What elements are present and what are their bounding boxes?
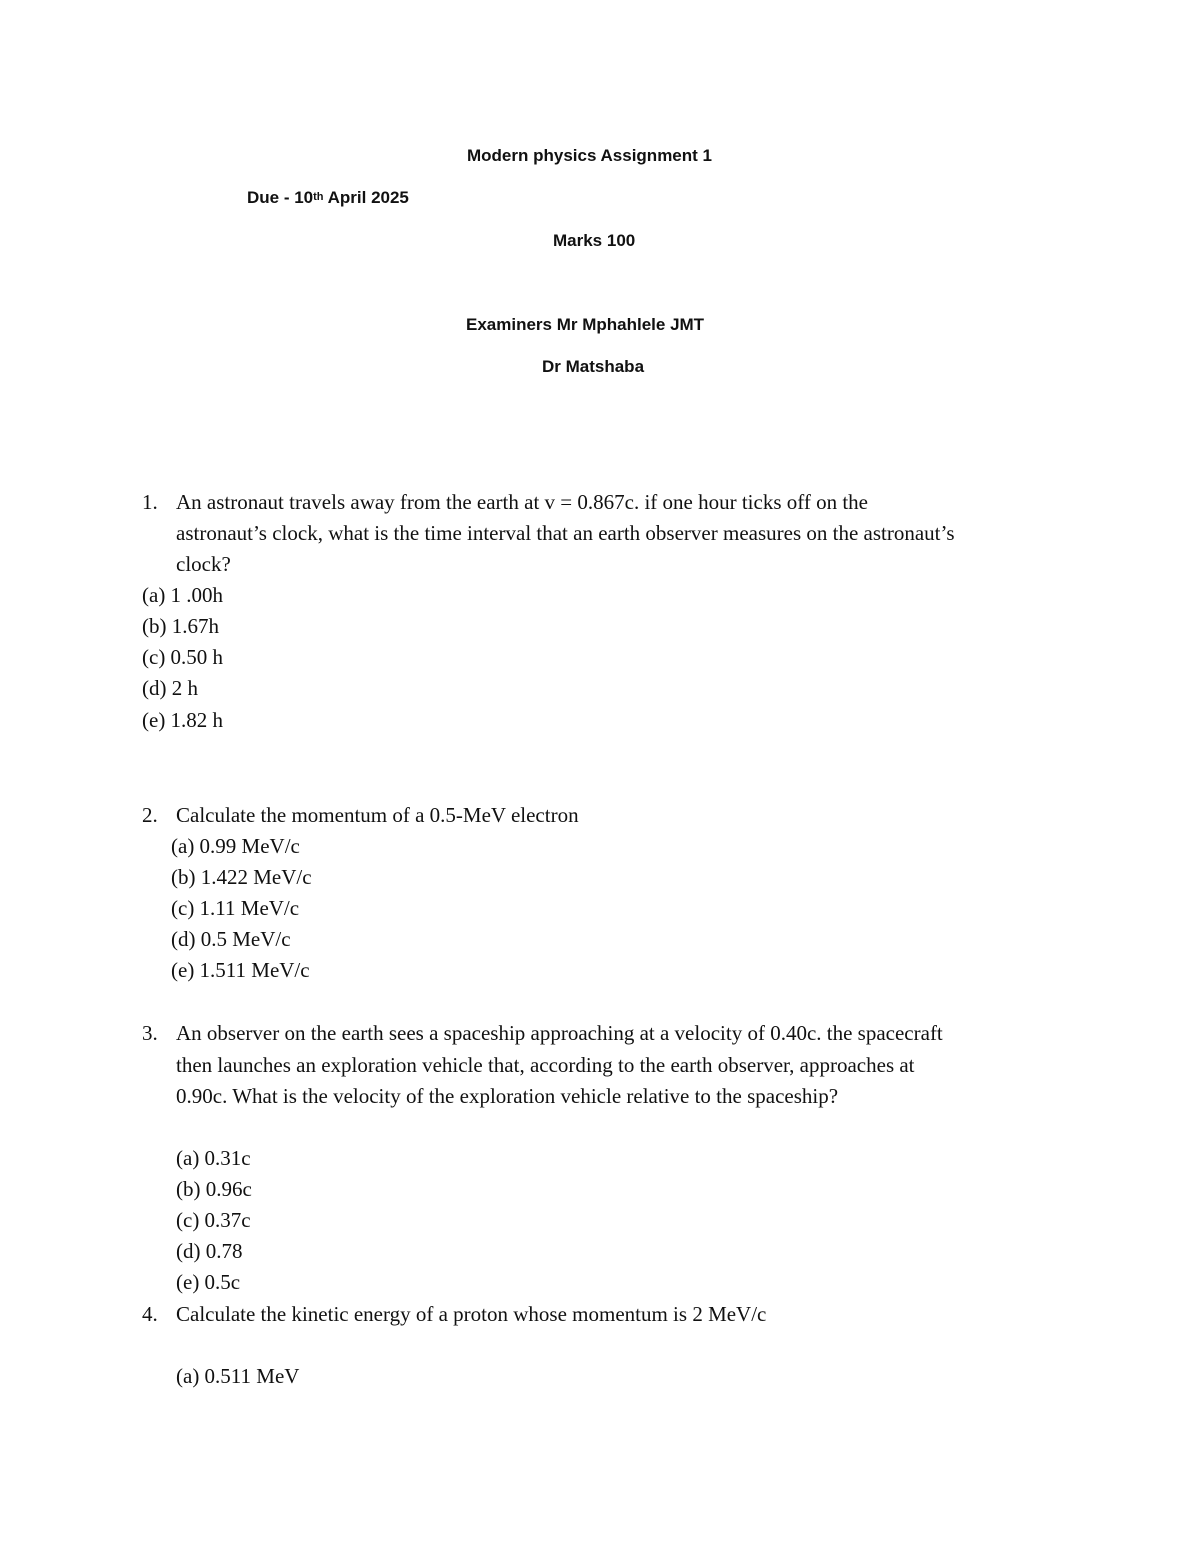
answer-option: (e) 0.5c: [176, 1270, 241, 1294]
answer-option: (a) 0.511 MeV: [176, 1364, 300, 1388]
answer-option: (b) 1.67h: [142, 614, 219, 638]
question-number: 3.: [142, 1021, 158, 1045]
answer-option: (a) 0.99 MeV/c: [171, 834, 300, 858]
answer-option: (c) 1.11 MeV/c: [171, 896, 300, 920]
answer-option: (d) 2 h: [142, 676, 198, 700]
question-text-line: Calculate the momentum of a 0.5-MeV electron: [176, 803, 579, 827]
answer-option: (c) 0.50 h: [142, 645, 224, 669]
answer-option: (b) 1.422 MeV/c: [171, 865, 312, 889]
question-number: 4.: [142, 1302, 158, 1326]
assignment-title: Modern physics Assignment 1: [467, 146, 712, 165]
due-date-suffix: April 2025: [323, 188, 409, 207]
total-marks: Marks 100: [553, 231, 636, 250]
answer-option: (d) 0.78: [176, 1239, 243, 1263]
answer-option: (e) 1.82 h: [142, 708, 224, 732]
answer-option: (d) 0.5 MeV/c: [171, 927, 291, 951]
question-text-line: then launches an exploration vehicle that, according to the earth observer, approaches at: [176, 1053, 915, 1077]
examiner-second: Dr Matshaba: [542, 357, 645, 376]
due-date-prefix: Due - 10: [247, 188, 314, 207]
answer-option: (a) 1 .00h: [142, 583, 224, 607]
due-date-ordinal: th: [313, 191, 324, 203]
question-text-line: An astronaut travels away from the earth at v = 0.867c. if one hour ticks off on the: [176, 490, 869, 514]
question-text-line: Calculate the kinetic energy of a proton whose momentum is 2 MeV/c: [176, 1302, 767, 1326]
question-text-line: An observer on the earth sees a spaceship approaching at a velocity of 0.40c. the spacecraft: [176, 1021, 943, 1045]
examiners: Examiners Mr Mphahlele JMT: [466, 315, 705, 334]
question-text-line: astronaut’s clock, what is the time interval that an earth observer measures on the astronaut’s: [176, 521, 955, 545]
answer-option: (c) 0.37c: [176, 1208, 251, 1232]
due-date: [247, 188, 409, 208]
answer-option: (a) 0.31c: [176, 1146, 251, 1170]
question-text-line: clock?: [176, 552, 231, 576]
question-number: 2.: [142, 803, 158, 827]
answer-option: (b) 0.96c: [176, 1177, 252, 1201]
question-text-line: 0.90c. What is the velocity of the exploration vehicle relative to the spaceship?: [176, 1084, 839, 1108]
answer-option: (e) 1.511 MeV/c: [171, 958, 310, 982]
question-number: 1.: [142, 490, 158, 514]
